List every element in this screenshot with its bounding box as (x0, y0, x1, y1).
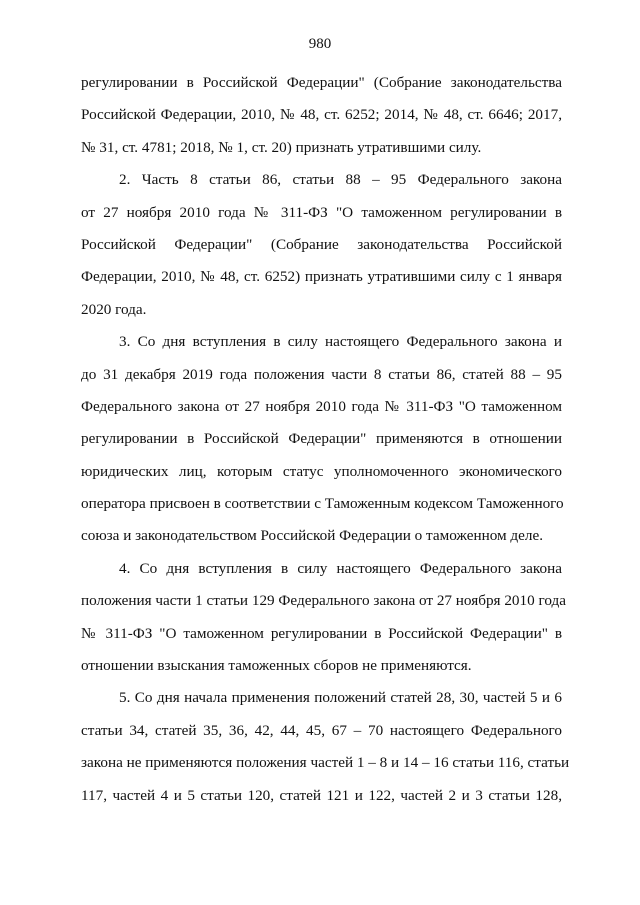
text-line: 117, частей 4 и 5 статьи 120, статей 121 и 122, частей 2 и 3 статьи 128, (81, 786, 562, 804)
text-line: положения части 1 статьи 129 Федерального закона от 27 ноября 2010 года (81, 592, 566, 610)
text-line: № 31, ст. 4781; 2018, № 1, ст. 20) признать утратившими силу. (81, 138, 482, 156)
text-line: 5. Со дня начала применения положений статей 28, 30, частей 5 и 6 (119, 689, 562, 707)
paragraph-1 (81, 67, 562, 164)
text-line: регулировании в Российской Федерации" (Собрание законодательства (81, 74, 562, 91)
text-line: 4. Со дня вступления в силу настоящего Федерального закона (119, 559, 562, 577)
document-body (81, 67, 570, 812)
text-line: до 31 декабря 2019 года положения части 8 статьи 86, статей 88 – 95 (81, 365, 562, 383)
paragraph-2 (81, 164, 562, 326)
text-line: от 27 ноября 2010 года № 311-ФЗ "О таможенном регулировании в (81, 203, 562, 221)
paragraph-4 (81, 553, 566, 683)
text-line: 2020 года. (81, 300, 147, 318)
text-line: статьи 34, статей 35, 36, 42, 44, 45, 67 – 70 настоящего Федерального (81, 721, 562, 739)
text-line: Российской Федерации, 2010, № 48, ст. 6252; 2014, № 48, ст. 6646; 2017, (81, 106, 562, 124)
text-line: 2. Часть 8 статьи 86, статьи 88 – 95 Федерального закона (119, 171, 562, 189)
text-line: регулировании в Российской Федерации" применяются в отношении (81, 430, 562, 448)
paragraph-3 (81, 326, 562, 553)
text-line: союза и законодательством Российской Федерации о таможенном деле. (81, 527, 544, 545)
text-line: Российской Федерации" (Собрание законодательства Российской (81, 235, 562, 253)
text-line: 3. Со дня вступления в силу настоящего Федерального закона и (119, 333, 562, 351)
text-line: № 311-ФЗ "О таможенном регулировании в Российской Федерации" в (81, 624, 562, 642)
text-line: оператора присвоен в соответствии с Таможенным кодексом Таможенного (81, 495, 564, 513)
paragraph-5 (81, 682, 570, 812)
text-line: отношении взыскания таможенных сборов не применяются. (81, 657, 472, 675)
text-line: юридических лиц, которым статус уполномоченного экономического (81, 462, 562, 480)
text-line: закона не применяются положения частей 1 – 8 и 14 – 16 статьи 116, статьи (81, 754, 570, 772)
page-number: 980 (308, 36, 332, 52)
text-line: Федерации, 2010, № 48, ст. 6252) признать утратившими силу с 1 января (81, 268, 562, 286)
text-line: Федерального закона от 27 ноября 2010 года № 311-ФЗ "О таможенном (81, 397, 562, 415)
